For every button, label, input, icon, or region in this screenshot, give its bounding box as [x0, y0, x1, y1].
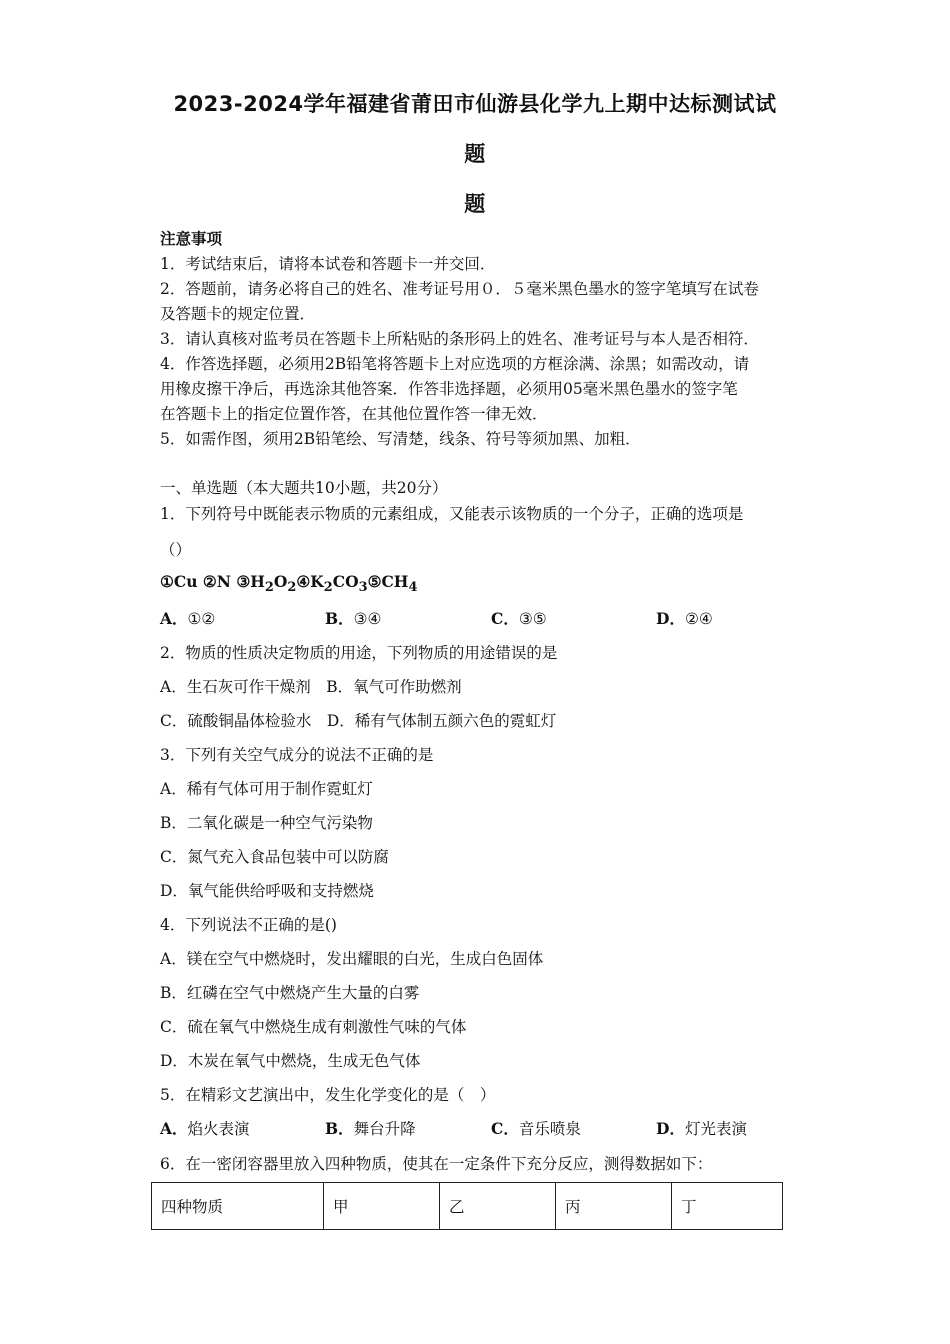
- table-cell: 丙: [556, 1183, 672, 1230]
- q1-paren: （）: [160, 541, 192, 559]
- notice-line: 2．答题前，请务必将自己的姓名、准考证号用０．５毫米黑色墨水的签字笔填写在试卷: [160, 280, 759, 298]
- q1-option-b: B．③④: [325, 609, 382, 628]
- q2-options-row-2: C．硫酸铜晶体检验水 D．稀有气体制五颜六色的霓虹灯: [160, 712, 557, 730]
- q3-option-a: A．稀有气体可用于制作霓虹灯: [160, 780, 373, 798]
- q5-option-d: D．灯光表演: [656, 1119, 747, 1138]
- q1-stem: 1．下列符号中既能表示物质的元素组成，又能表示该物质的一个分子，正确的选项是: [160, 505, 744, 523]
- q4-stem: 4．下列说法不正确的是(): [160, 916, 337, 934]
- notice-heading: 注意事项: [160, 229, 223, 248]
- q6-stem: 6．在一密闭容器里放入四种物质，使其在一定条件下充分反应，测得数据如下：: [160, 1155, 713, 1173]
- q1-option-a: A．①②: [160, 609, 216, 628]
- table-cell: 丁: [672, 1183, 783, 1230]
- q4-option-b: B．红磷在空气中燃烧产生大量的白雾: [160, 984, 420, 1002]
- notice-line: 5．如需作图，须用2B铅笔绘、写清楚，线条、符号等须加黑、加粗．: [160, 430, 641, 448]
- table-cell: 乙: [440, 1183, 556, 1230]
- table-cell: 甲: [324, 1183, 440, 1230]
- notice-line: 1．考试结束后，请将本试卷和答题卡一并交回．: [160, 255, 496, 273]
- notice-line: 及答题卡的规定位置．: [160, 305, 316, 323]
- notice-line: 在答题卡上的指定位置作答，在其他位置作答一律无效．: [160, 405, 548, 423]
- q1-formula-list: ①Cu ②N $③H_2O_2④K_2CO_3⑤CH_4$: [160, 572, 418, 596]
- table-cell: 四种物质: [152, 1183, 324, 1230]
- q3-stem: 3．下列有关空气成分的说法不正确的是: [160, 746, 434, 764]
- q6-data-table: [151, 1182, 783, 1230]
- notice-line: 用橡皮擦干净后，再选涂其他答案．作答非选择题，必须用05毫米黑色墨水的签字笔: [160, 380, 738, 398]
- q5-stem: 5．在精彩文艺演出中，发生化学变化的是（ ）: [160, 1086, 496, 1104]
- q4-option-c: C．硫在氧气中燃烧生成有刺激性气味的气体: [160, 1018, 467, 1036]
- notice-line: 3．请认真核对监考员在答题卡上所粘贴的条形码上的姓名、准考证号与本人是否相符．: [160, 330, 759, 348]
- q2-stem: 2．物质的性质决定物质的用途，下列物质的用途错误的是: [160, 644, 558, 662]
- section-heading: 一、单选题（本大题共10小题，共20分）: [160, 479, 448, 497]
- q3-option-d: D．氧气能供给呼吸和支持燃烧: [160, 882, 374, 900]
- page-title-line-2: 题: [464, 142, 486, 166]
- q1-option-d: D．②④: [656, 609, 713, 628]
- q4-option-d: D．木炭在氧气中燃烧，生成无色气体: [160, 1052, 421, 1070]
- q3-option-c: C．氮气充入食品包装中可以防腐: [160, 848, 389, 866]
- q5-option-c: C．音乐喷泉: [491, 1119, 581, 1138]
- page-title-line-1: 2023-2024学年福建省莆田市仙游县化学九上期中达标测试试: [173, 92, 777, 116]
- table-header-row: [152, 1183, 783, 1230]
- q2-options-row-1: A．生石灰可作干燥剂 B．氧气可作助燃剂: [160, 678, 462, 696]
- q1-option-c: C．③⑤: [491, 609, 547, 628]
- q5-option-b: B．舞台升降: [325, 1119, 416, 1138]
- q5-option-a: A．焰火表演: [160, 1119, 250, 1138]
- q3-option-b: B．二氧化碳是一种空气污染物: [160, 814, 373, 832]
- page-title-line-3: 题: [464, 192, 486, 216]
- q4-option-a: A．镁在空气中燃烧时，发出耀眼的白光，生成白色固体: [160, 950, 544, 968]
- notice-line: 4．作答选择题，必须用2B铅笔将答题卡上对应选项的方框涂满、涂黑；如需改动，请: [160, 355, 750, 373]
